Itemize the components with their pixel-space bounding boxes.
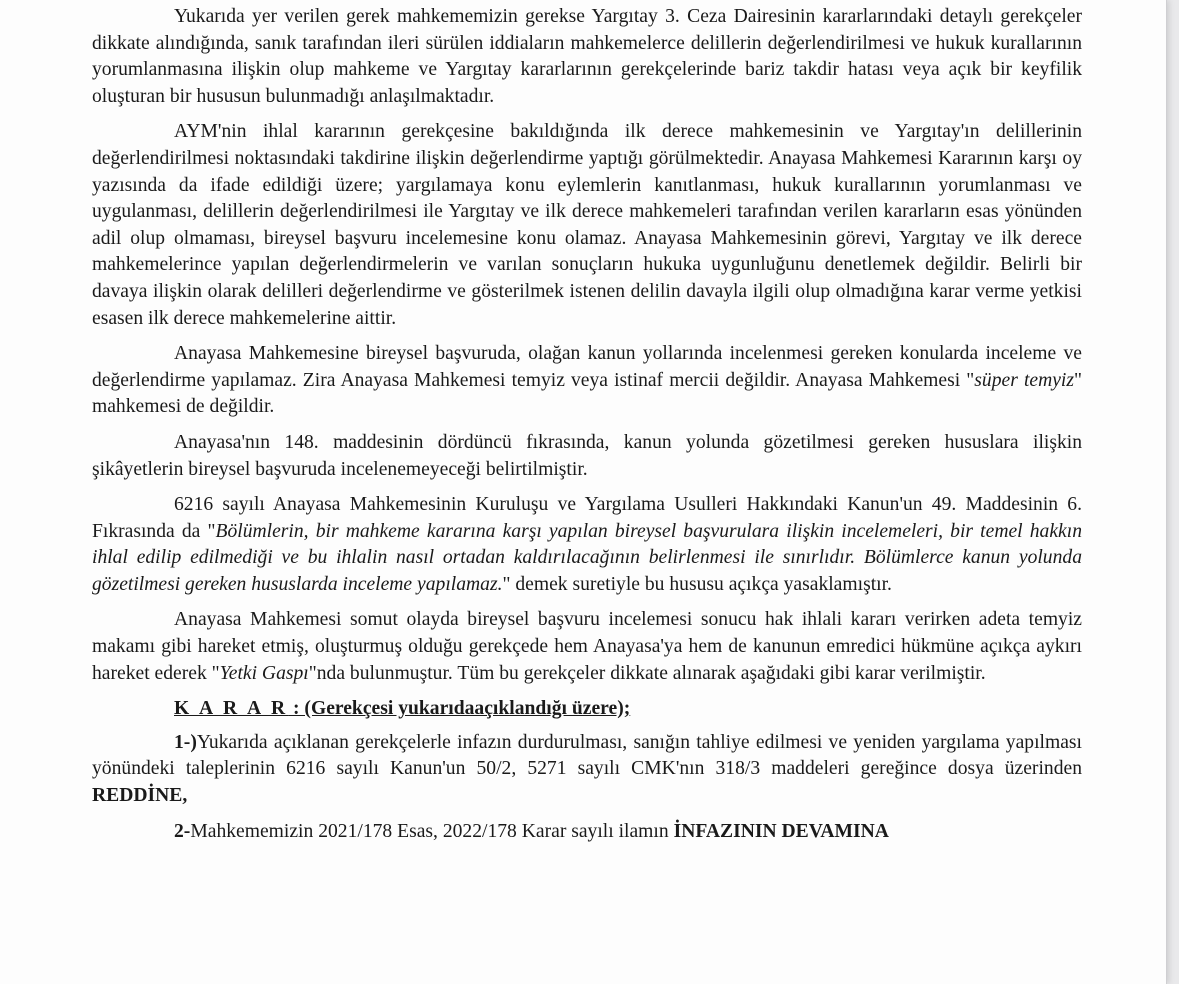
- decision-item-1-text: Yukarıda açıklanan gerekçelerle infazın durdurulması, sanığın tahliye edilmesi ve yeniden yargılama yapılması yönündeki taleplerinin 6216 sayılı Kanun'un 50/2, 5271 sayılı CMK'nın 318/3 maddeleri gereğince dosya üzerinden: [92, 731, 1082, 780]
- paragraph-2-text: AYM'nin ihlal kararının gerekçesine bakıldığında ilk derece mahkemesinin ve Yargıtay'ın delillerinin değerlendirilmesi noktasındaki takdirine ilişkin değerlendirme yaptığı görülmektedir. Anayasa Mahkemesi Kararının karşı oy yazısında da ifade edildiği üzere; yargılamaya konu eylemlerin kanıtlanması, hukuk kurallarının yorumlanması ve uygulanması, delillerin değerlendirilmesi ile Yargıtay ve ilk derece mahkemeleri tarafından verilen kararların esas yönünden adil olup olmaması, bireysel başvuru incelemesine konu olamaz. Anayasa Mahkemesinin görevi, Yargıtay ve ilk derece mahkemelerince yapılan değerlendirmelerin ve varılan sonuçların hukuka uygunluğunu denetlemek değildir. Belirli bir davaya ilişkin olarak delilleri değerlendirme ve gösterilmek istenen delilin davayla ilgili olup olmadığına karar verme yetkisi esasen ilk derece mahkemelerine aittir.: [92, 121, 1082, 329]
- decision-item-1-bold: REDDİNE,: [92, 785, 188, 807]
- decision-item-2: [92, 819, 1082, 846]
- decision-item-2-text: Mahkememizin 2021/178 Esas, 2022/178 Karar sayılı ilamın: [190, 820, 674, 842]
- paragraph-2: [92, 119, 1082, 332]
- paragraph-4-text: Anayasa'nın 148. maddesinin dördüncü fıkrasında, kanun yolunda gözetilmesi gereken hususlara ilişkin şikâyetlerin bireysel başvuruda incelenemeyeceği belirtilmiştir.: [92, 431, 1082, 480]
- karar-heading-underlined: [174, 698, 630, 719]
- decision-item-2-number: 2-: [174, 820, 191, 842]
- karar-heading-rest: : (Gerekçesi yukarıdaaçıklandığı üzere);: [288, 698, 631, 720]
- document-body: [92, 4, 1082, 854]
- karar-heading: [92, 696, 1082, 723]
- paragraph-3: [92, 341, 1082, 421]
- paragraph-5-text-end: " demek suretiyle bu hususu açıkça yasaklamıştır.: [502, 573, 892, 595]
- karar-label: K A R A R: [174, 698, 289, 720]
- decision-item-1-number: 1-): [174, 731, 197, 753]
- paragraph-6-text-start: Anayasa Mahkemesi somut olayda bireysel başvuru incelemesi sonucu hak ihlali kararı verirken adeta temyiz makamı gibi hareket etmiş, oluşturmuş olduğu gerekçede hem Anayasa'ya hem de kanunun emredici hükmüne açıkça aykırı hareket ederek ": [92, 609, 1082, 684]
- paragraph-5-text-start: 6216 sayılı Anayasa Mahkemesinin Kuruluşu ve Yargılama Usulleri Hakkındaki Kanun'un 49. Maddesinin 6. Fıkrasında da ": [92, 494, 1082, 542]
- decision-item-1: [92, 730, 1082, 810]
- paragraph-3-text-start: Anayasa Mahkemesine bireysel başvuruda, olağan kanun yollarında incelenmesi gereken konularda inceleme ve değerlendirme yapılamaz. Zira Anayasa Mahkemesi temyiz veya istinaf mercii değildir. Anayasa Mahkemesi ": [92, 343, 1082, 391]
- paragraph-6-text-end: "nda bulunmuştur. Tüm bu gerekçeler dikkate alınarak aşağıdaki gibi karar verilmiştir.: [308, 662, 986, 684]
- paragraph-3-italic-term: süper temyiz: [974, 369, 1074, 391]
- paragraph-3-text-end: " mahkemesi de değildir.: [92, 369, 1082, 418]
- paragraph-4: [92, 430, 1082, 483]
- paragraph-5-italic-quote: Bölümlerin, bir mahkeme kararına karşı yapılan bireysel başvurulara ilişkin incelemeleri, bir temel hakkın ihlal edilip edilmediği ve bu ihlalin nasıl ortadan kaldırılacağının belirlenmesi ile sınırlıdır. Bölümlerce kanun yolunda gözetilmesi gereken hususlarda inceleme yapılamaz.: [92, 520, 1082, 595]
- paragraph-1-text: Yukarıda yer verilen gerek mahkememizin gerekse Yargıtay 3. Ceza Dairesinin kararlarındaki detaylı gerekçeler dikkate alındığında, sanık tarafından ileri sürülen iddiaların mahkemelerce delillerin değerlendirilmesi ve hukuk kurallarının yorumlanmasına ilişkin olup mahkeme ve Yargıtay kararlarının gerekçelerinde bariz takdir hatası veya açık bir keyfilik oluşturan bir hususun bulunmadığı anlaşılmaktadır.: [92, 6, 1082, 107]
- paragraph-5: [92, 492, 1082, 598]
- paragraph-6: [92, 607, 1082, 687]
- decision-item-2-bold: İNFAZININ DEVAMINA: [673, 820, 889, 842]
- paragraph-1: [92, 4, 1082, 110]
- paragraph-6-italic-term: Yetki Gaspı: [219, 662, 309, 684]
